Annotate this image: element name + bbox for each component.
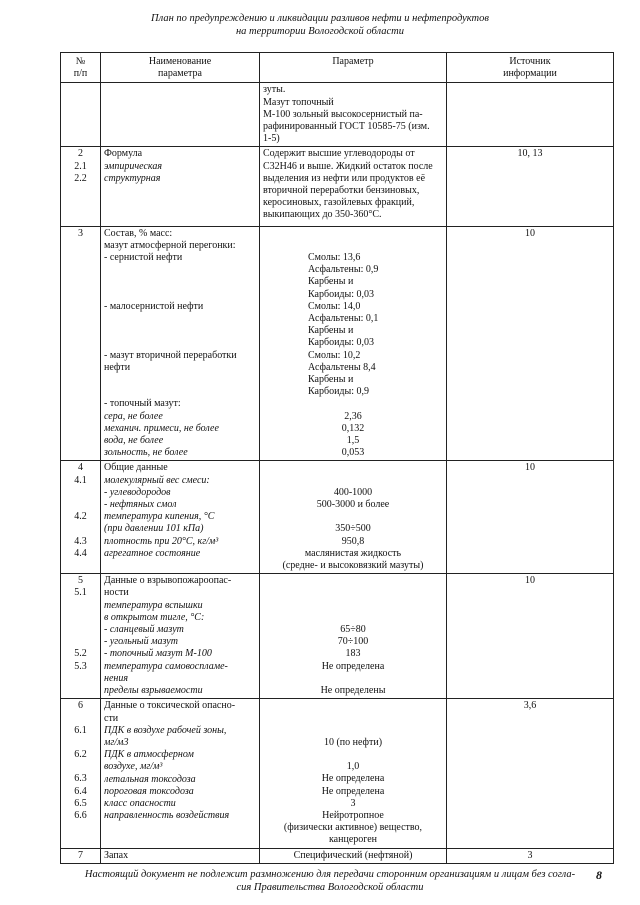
- header-name: Наименование параметра: [101, 53, 260, 83]
- row-param: зуты. Мазут топочный М-100 зольный высокосернистый па- рафинированный ГОСТ 10585-75 (изм. 1-5): [260, 83, 447, 147]
- table-row: [61, 461, 614, 574]
- row-num: 3: [61, 226, 101, 461]
- header-line-1: План по предупреждению и ликвидации разливов нефти и нефтепродуктов: [151, 13, 489, 24]
- table-row: [61, 147, 614, 226]
- row-source: [447, 83, 614, 147]
- document-footer: [75, 868, 585, 894]
- row-source: 3: [447, 848, 614, 863]
- row-num: 4 4.1 4.2 4.3 4.4: [61, 461, 101, 574]
- row-name: Состав, % масс: мазут атмосферной перегонки: - сернистой нефти - малосернистой нефти - мазут вторичной переработки нефти - топочный мазут: сера, не более механич. примеси, не более вода, не более зольность, не более: [101, 226, 260, 461]
- footer-line-2: сия Правительства Вологодской области: [236, 882, 424, 893]
- row-param: 400-1000 500-3000 и более 350÷500 950,8 маслянистая жидкость (средне- и высоковязкий мазуты): [260, 461, 447, 574]
- row-name: Запах: [101, 848, 260, 863]
- row-num: [61, 83, 101, 147]
- header-line-2: на территории Вологодской области: [235, 26, 405, 37]
- row-param: Специфический (нефтяной): [260, 848, 447, 863]
- row-num: 5 5.1 5.2 5.3: [61, 574, 101, 699]
- row-param: Смолы: 13,6 Асфальтены: 0,9 Карбены и Карбоиды: 0,03 Смолы: 14,0 Асфальтены: 0,1 Карбены и Карбоиды: 0,03 Смолы: 10,2 Асфальтены 8,4 Карбены и Карбоиды: 0,9 2,36 0,132 1,5 0,053: [260, 226, 447, 461]
- row-name: Данные о токсической опасно- сти ПДК в воздухе рабочей зоны, мг/м3 ПДК в атмосферном воздухе, мг/м³ летальная токсодоза пороговая токсодоза класс опасности направленность воздействия: [101, 699, 260, 848]
- document-header: [0, 12, 640, 38]
- row-param: Содержит высшие углеводороды от С32Н46 и выше. Жидкий остаток после выделения из нефти или продуктов её вторичной переработки бензиновых, керосиновых, газойлевых фракций, выкипающих до 350-360°С.: [260, 147, 447, 226]
- row-source: 10, 13: [447, 147, 614, 226]
- page-number: 8: [596, 868, 602, 882]
- table-row: [61, 83, 614, 147]
- row-name: Общие данные молекулярный вес смеси: - углеводородов - нефтяных смол температура кипения, °С (при давлении 101 кПа) плотность при 20°С, кг/м³ агрегатное состояние: [101, 461, 260, 574]
- row-param: 65÷80 70÷100 183 Не определена Не определены: [260, 574, 447, 699]
- table-row: [61, 699, 614, 848]
- row-num: 2 2.1 2.2: [61, 147, 101, 226]
- table-row: [61, 226, 614, 461]
- row-num: 7: [61, 848, 101, 863]
- row-name: Формула эмпирическая структурная: [101, 147, 260, 226]
- parameters-table: [60, 52, 614, 864]
- row-source: 10: [447, 574, 614, 699]
- table-header-row: [61, 53, 614, 83]
- row-param: 10 (по нефти) 1,0 Не определена Не определена 3 Нейротропное (физически активное) вещество, канцероген: [260, 699, 447, 848]
- row-num: 6 6.1 6.2 6.3 6.4 6.5 6.6: [61, 699, 101, 848]
- footer-line-1: Настоящий документ не подлежит размножению для передачи сторонним организациям и лицам без согла-: [84, 869, 576, 880]
- header-param: Параметр: [260, 53, 447, 83]
- header-num: № п/п: [61, 53, 101, 83]
- table-row: [61, 574, 614, 699]
- row-name: [101, 83, 260, 147]
- table-row: [61, 848, 614, 863]
- row-name: Данные о взрывопожароопас- ности температура вспышки в открытом тигле, °С: - сланцевый мазут - угольный мазут - топочный мазут М-100 температура самовоспламе- нения пределы взрываемости: [101, 574, 260, 699]
- row-source: 3,6: [447, 699, 614, 848]
- row-source: 10: [447, 226, 614, 461]
- header-source: Источник информации: [447, 53, 614, 83]
- row-source: 10: [447, 461, 614, 574]
